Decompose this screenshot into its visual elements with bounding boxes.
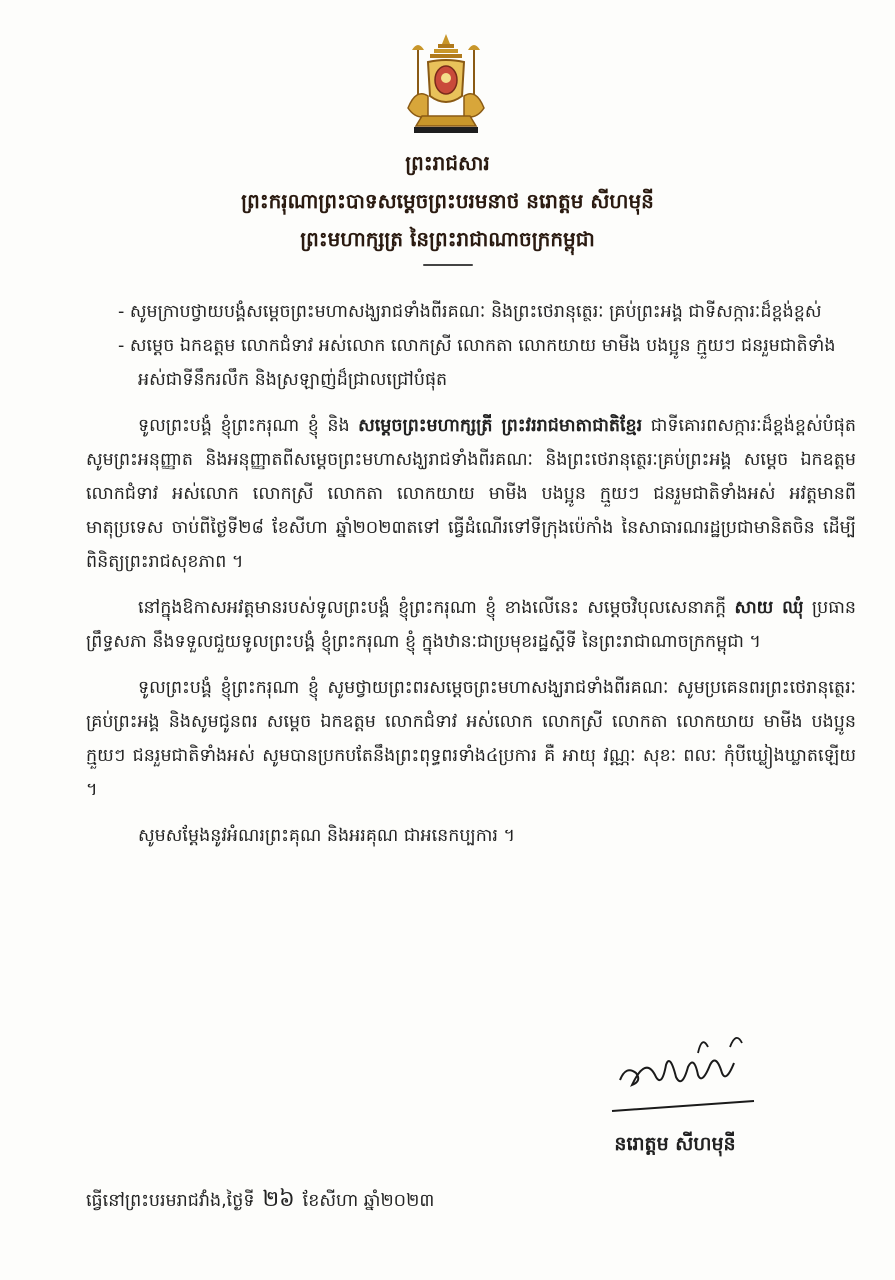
dateline-place: ធ្វើនៅព្រះបរមរាជវាំង,ថ្ងៃទី: [86, 1191, 255, 1211]
paragraph-acting-head: [86, 591, 856, 659]
paragraph2-text-before: នៅក្នុងឱកាសអវត្តមានរបស់ទូលព្រះបង្គំ ខ្ញុំព្រះករុណា ខ្ញុំ ខាងលើនេះ សម្តេចវិបុលសេនាភក្តី: [138, 598, 735, 618]
queen-mother-name: សម្តេចព្រះមហាក្សត្រី ព្រះវររាជមាតាជាតិខ្មែរ: [358, 416, 643, 436]
dateline-day: ២៦: [262, 1187, 295, 1212]
document-title: ព្រះរាជសារ: [405, 151, 490, 175]
letter-body: [86, 295, 856, 853]
handwritten-signature-icon: [606, 1025, 761, 1120]
senate-president-name: សាយ ឈុំ: [734, 598, 804, 618]
paragraph-blessings: ទូលព្រះបង្គំ ខ្ញុំព្រះករុណា ខ្ញុំ សូមថ្វាយព្រះពរសម្តេចព្រះមហាសង្ឃរាជទាំងពីរគណៈ សូមប្រគេនពរព្រះថេរានុត្ថេរៈគ្រប់ព្រះអង្គ និងសូមជូនពរ សម្តេច ឯកឧត្តម លោកជំទាវ អស់លោក លោកស្រី លោកតា លោកយាយ មាមីង បងប្អូន ក្មួយៗ ជនរួមជាតិទាំងអស់ សូមបានប្រកបតែនឹងព្រះពុទ្ធពរទាំង៤ប្រការ គឺ អាយុ វណ្ណៈ សុខៈ ពលៈ កុំបីឃ្លៀងឃ្លាតឡើយ ។: [86, 678, 856, 800]
closing-line: សូមសម្តែងនូវអំណរព្រះគុណ និងអរគុណ ជាអនេកប្បការ ។: [138, 826, 516, 846]
sender-title: ព្រះករុណាព្រះបាទសម្តេចព្រះបរមនាថ នរោត្តម សីហមុនី: [241, 189, 654, 213]
header-divider: [423, 264, 473, 266]
paragraph1-text-after: ជាទីគោរពសក្ការៈដ៏ខ្ពង់ខ្ពស់បំផុត សូមព្រះអនុញ្ញាត និងអនុញ្ញាតពីសម្តេចព្រះមហាសង្ឃរាជទាំងពីរគណៈ និងព្រះថេរានុត្ថេរៈគ្រប់ព្រះអង្គ សម្តេច ឯកឧត្តម លោកជំទាវ អស់លោក លោកស្រី លោកតា លោកយាយ មាមីង បងប្អូន ក្មួយៗ ជនរួមជាតិទាំងអស់ អវត្តមានពីមាតុប្រទេស ចាប់ពីថ្ងៃទី២៨ ខែសីហា ឆ្នាំ២០២៣តទៅ ធ្វើដំណើរទៅទីក្រុងប៉េកាំង នៃសាធារណរដ្ឋប្រជាមានិតចិន ដើម្បីពិនិត្យព្រះរាជសុខភាព ។: [86, 416, 856, 572]
signer-name: នរោត្តម សីហមុនី: [614, 1133, 736, 1155]
paragraph2-text-after: ប្រធានព្រឹទ្ធសភា នឹងទទួលជួយទូលព្រះបង្គំ ខ្ញុំព្រះករុណា ខ្ញុំ ក្នុងឋានៈជាប្រមុខរដ្ឋស្តីទី នៃព្រះរាជាណាចក្រកម្ពុជា ។: [86, 598, 856, 652]
dateline-month-year: ខែសីហា ឆ្នាំ២០២៣: [302, 1191, 435, 1211]
paragraph-absence-announcement: [86, 409, 856, 579]
sender-subtitle: ព្រះមហាក្សត្រ នៃព្រះរាជាណាចក្រកម្ពុជា: [300, 227, 595, 251]
salutation-bullet-1: - សូមក្រាបថ្វាយបង្គំសម្តេចព្រះមហាសង្ឃរាជទាំងពីរគណៈ និងព្រះថេរានុត្ថេរៈ គ្រប់ព្រះអង្គ ជាទីសក្ការៈដ៏ខ្ពង់ខ្ពស់: [118, 302, 822, 322]
royal-emblem-icon: [398, 30, 494, 135]
paragraph1-text-before: ទូលព្រះបង្គំ ខ្ញុំព្រះករុណា ខ្ញុំ និង: [138, 416, 359, 436]
salutation-bullet-2: - សម្តេច ឯកឧត្តម លោកជំទាវ អស់លោក លោកស្រី លោកតា លោកយាយ មាមីង បងប្អូន ក្មួយៗ ជនរួមជាតិទាំងអស់ជាទីនឹករលឹក និងស្រឡាញ់ដ៏ជ្រាលជ្រៅបំផុត: [118, 336, 836, 390]
date-line: [86, 1185, 806, 1217]
